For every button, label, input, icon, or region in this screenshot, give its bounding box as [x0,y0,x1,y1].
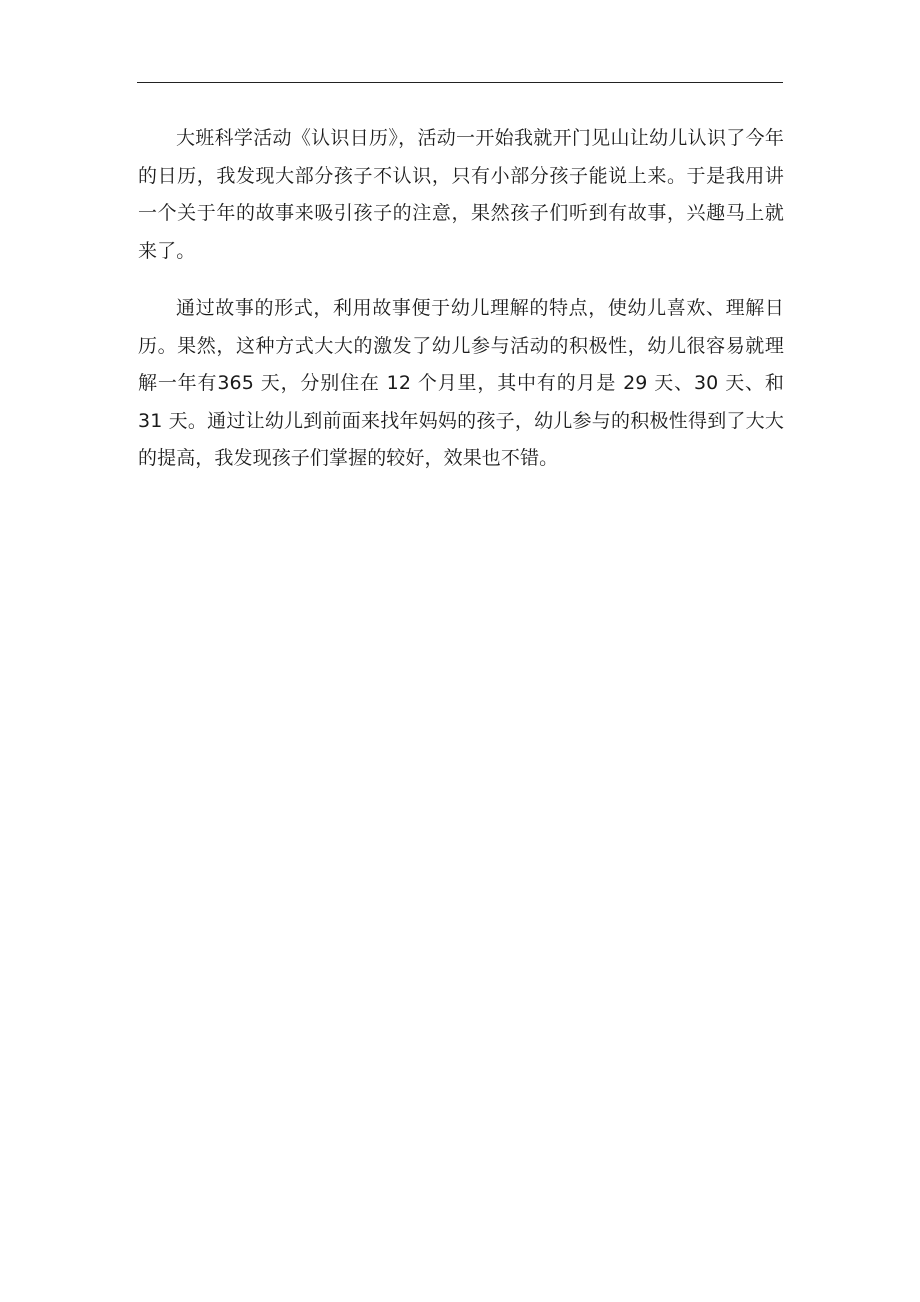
paragraph-1: 大班科学活动《认识日历》，活动一开始我就开门见山让幼儿认识了今年的日历，我发现大部分孩子不认识，只有小部分孩子能说上来。于是我用讲一个关于年的故事来吸引孩子的注意，果然孩子们听到有故事，兴趣马上就来了。 [138,127,784,262]
header-rule [137,82,783,83]
paragraph-2: 通过故事的形式，利用故事便于幼儿理解的特点，使幼儿喜欢、理解日历。果然，这种方式大大的激发了幼儿参与活动的积极性，幼儿很容易就理解一年有365 天，分别住在 12 个月里，其中有的月是 29 天、30 天、和 31 天。通过让幼儿到前面来找年妈妈的孩子，幼儿参与的积极性得到了大大的提高，我发现孩子们掌握的较好，效果也不错。 [138,297,784,469]
document-body [138,120,784,478]
